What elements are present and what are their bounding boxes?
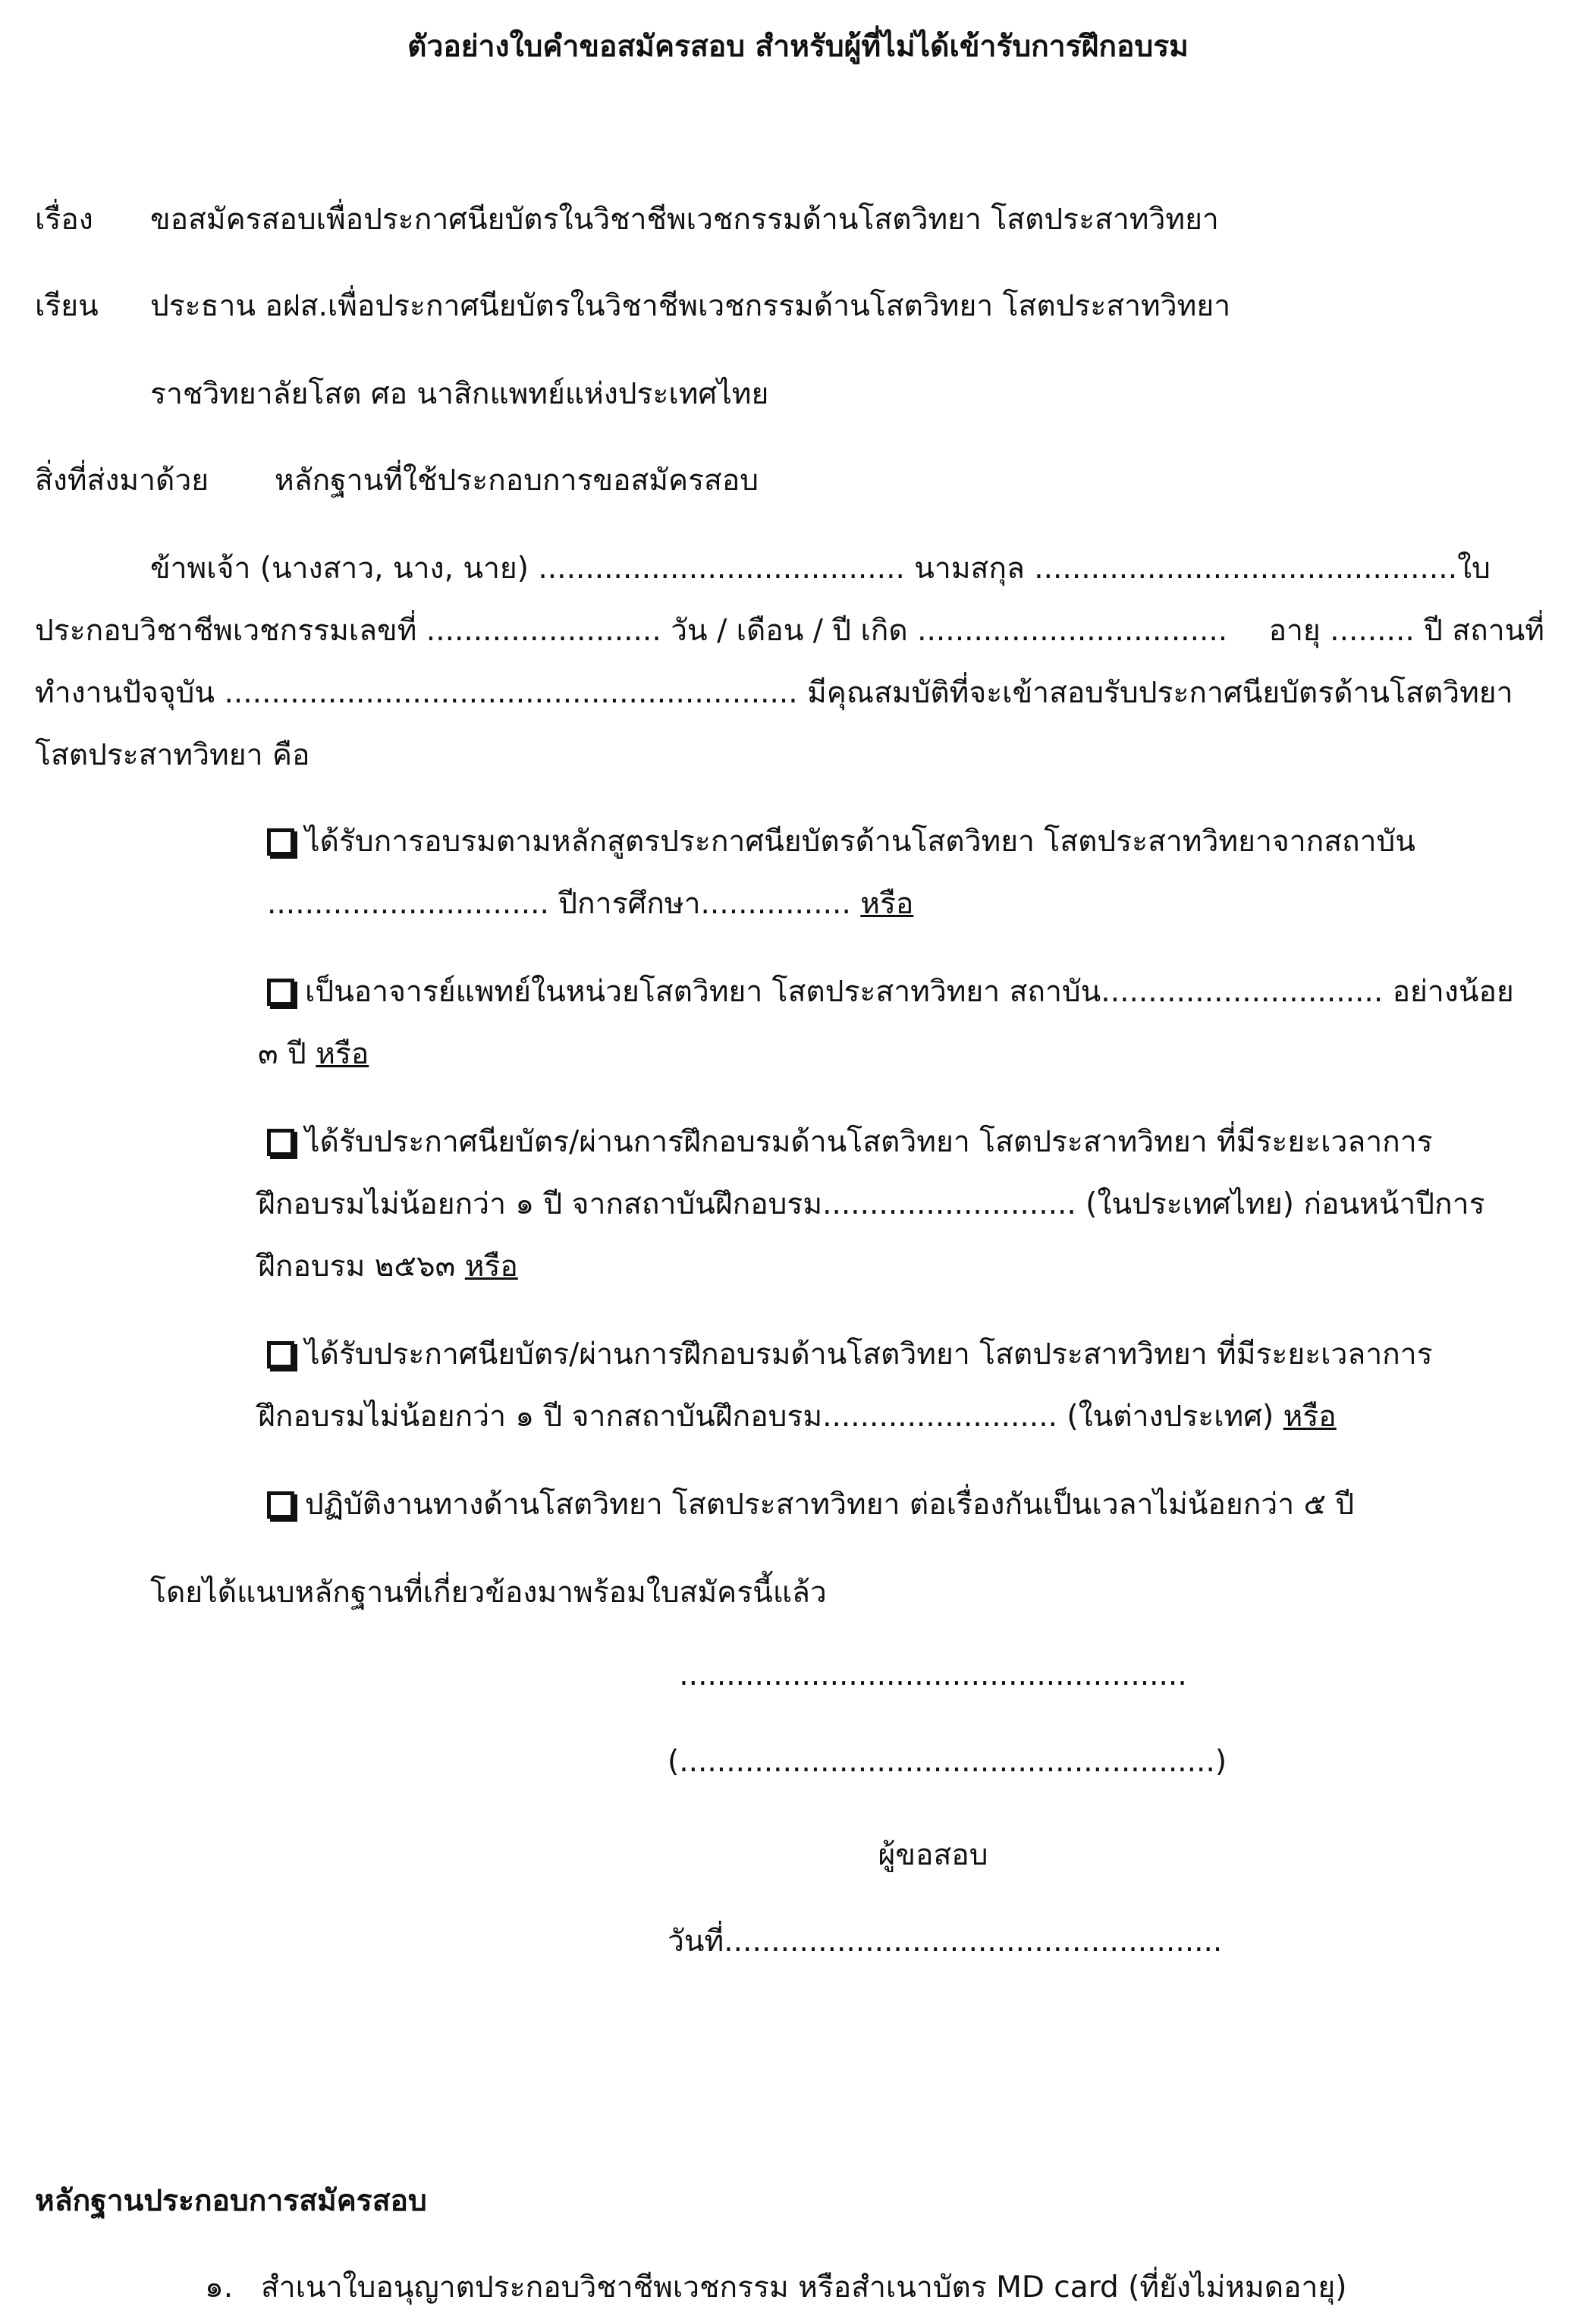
applicant-name-fields: ข้าพเจ้า (นางสาว, นาง, นาย) ....................................... นามสกุล ............................................. [150, 551, 1458, 586]
option-4[interactable] [267, 1331, 1433, 1378]
option-5-line-1: ปฏิบัติงานทางด้านโสตวิทยา โสตประสาทวิทยา ต่อเรื่องกันเป็นเวลาไม่น้อยกว่า ๕ ปี [305, 1488, 1355, 1522]
to-line-1: ประธาน อฝส.เพื่อประกาศนียบัตรในวิชาชีพเวชกรรมด้านโสตวิทยา โสตประสาทวิทยา [150, 289, 1231, 323]
option-2-line-1: เป็นอาจารย์แพทย์ในหน่วยโสตวิทยา โสตประสาทวิทยา สถาบัน.............................. อย่างน้อย [305, 975, 1514, 1009]
to-line-2: ราชวิทยาลัยโสต ศอ นาสิกแพทย์แห่งประเทศไทย [150, 377, 769, 411]
enclosure-text: หลักฐานที่ใช้ประกอบการขอสมัครสอบ [275, 463, 759, 498]
applicant-line-2 [35, 607, 1544, 654]
option-3-line-1: ได้รับประกาศนียบัตร/ผ่านการฝึกอบรมด้านโสตวิทยา โสตประสาทวิทยา ที่มีระยะเวลาการ [305, 1125, 1433, 1159]
subject-label: เรื่อง [35, 203, 93, 237]
checkbox-icon[interactable] [267, 1341, 294, 1368]
enclosure-label: สิ่งที่ส่งมาด้วย [35, 463, 209, 498]
evidence-item-text: สำเนาใบอนุญาตประกอบวิชาชีพเวชกรรม หรือสำเนาบัตร MD card (ที่ยังไม่หมดอายุ) [261, 2270, 1347, 2305]
subject-text: ขอสมัครสอบเพื่อประกาศนียบัตรในวิชาชีพเวชกรรมด้านโสตวิทยา โสตประสาทวิทยา [150, 203, 1219, 237]
option-2-line-2: ๓ ปี [258, 1037, 306, 1071]
page-title: ตัวอย่างใบคำขอสมัครสอบ สำหรับผู้ที่ไม่ได้เข้ารับการฝึกอบรม [407, 30, 1189, 64]
license-dob-fields: ประกอบวิชาชีพเวชกรรมเลขที่ ......................... วัน / เดือน / ปี เกิด ................................. [35, 614, 1228, 648]
option-4-or: หรือ [1283, 1400, 1337, 1434]
evidence-heading: หลักฐานประกอบการสมัครสอบ [35, 2184, 427, 2218]
applicant-line-1-end: ใบ [1457, 551, 1491, 586]
date-line: วันที่..................................................... [668, 1925, 1223, 1959]
option-3-or: หรือ [464, 1249, 518, 1284]
option-1[interactable] [267, 818, 1415, 865]
option-5[interactable] [267, 1481, 1354, 1528]
attached-note: โดยได้แนบหลักฐานที่เกี่ยวข้องมาพร้อมใบสมัครนี้แล้ว [150, 1576, 827, 1610]
option-3-line-3-row [258, 1243, 518, 1290]
signer-role: ผู้ขอสอบ [878, 1838, 988, 1872]
applicant-line-3: ทำงานปัจจุบัน ............................................................. มีคุณสมบัติที่จะเข้าสอบรับประกาศนียบัตรด้านโสตวิทยา [35, 676, 1513, 710]
option-3-line-3: ฝึกอบรม ๒๕๖๓ [258, 1249, 456, 1284]
option-4-line-1: ได้รับประกาศนียบัตร/ผ่านการฝึกอบรมด้านโสตวิทยา โสตประสาทวิทยา ที่มีระยะเวลาการ [305, 1337, 1433, 1372]
option-3-line-2: ฝึกอบรมไม่น้อยกว่า ๑ ปี จากสถาบันฝึกอบรม........................... (ในประเทศไทย) ก่อนหน้าปีการ [258, 1187, 1485, 1221]
option-4-line-2-row [258, 1393, 1337, 1440]
applicant-line-1 [150, 545, 1491, 592]
option-2-line-2-row [258, 1030, 369, 1077]
to-label: เรียน [35, 289, 99, 323]
signature-line: ...................................................... [679, 1658, 1187, 1692]
option-2[interactable] [267, 968, 1514, 1015]
checkbox-icon[interactable] [267, 1491, 294, 1519]
option-1-line-1: ได้รับการอบรมตามหลักสูตรประกาศนียบัตรด้านโสตวิทยา โสตประสาทวิทยาจากสถาบัน [305, 825, 1415, 859]
checkbox-icon[interactable] [267, 1129, 294, 1156]
option-1-line-2: .............................. ปีการศึกษา................ [267, 887, 851, 921]
option-1-line-2-row [267, 880, 913, 927]
checkbox-icon[interactable] [267, 828, 294, 856]
option-3[interactable] [267, 1118, 1433, 1165]
applicant-line-4: โสตประสาทวิทยา คือ [35, 738, 310, 772]
checkbox-icon[interactable] [267, 979, 294, 1006]
printed-name-line: (.........................................................) [668, 1745, 1227, 1779]
option-4-line-2: ฝึกอบรมไม่น้อยกว่า ๑ ปี จากสถาบันฝึกอบรม......................... (ในต่างประเทศ) [258, 1400, 1274, 1434]
option-1-or: หรือ [860, 887, 914, 921]
age-field: อายุ ......... ปี สถานที่ [1268, 614, 1544, 648]
option-2-or: หรือ [316, 1037, 369, 1071]
evidence-item-number: ๑. [205, 2270, 234, 2305]
